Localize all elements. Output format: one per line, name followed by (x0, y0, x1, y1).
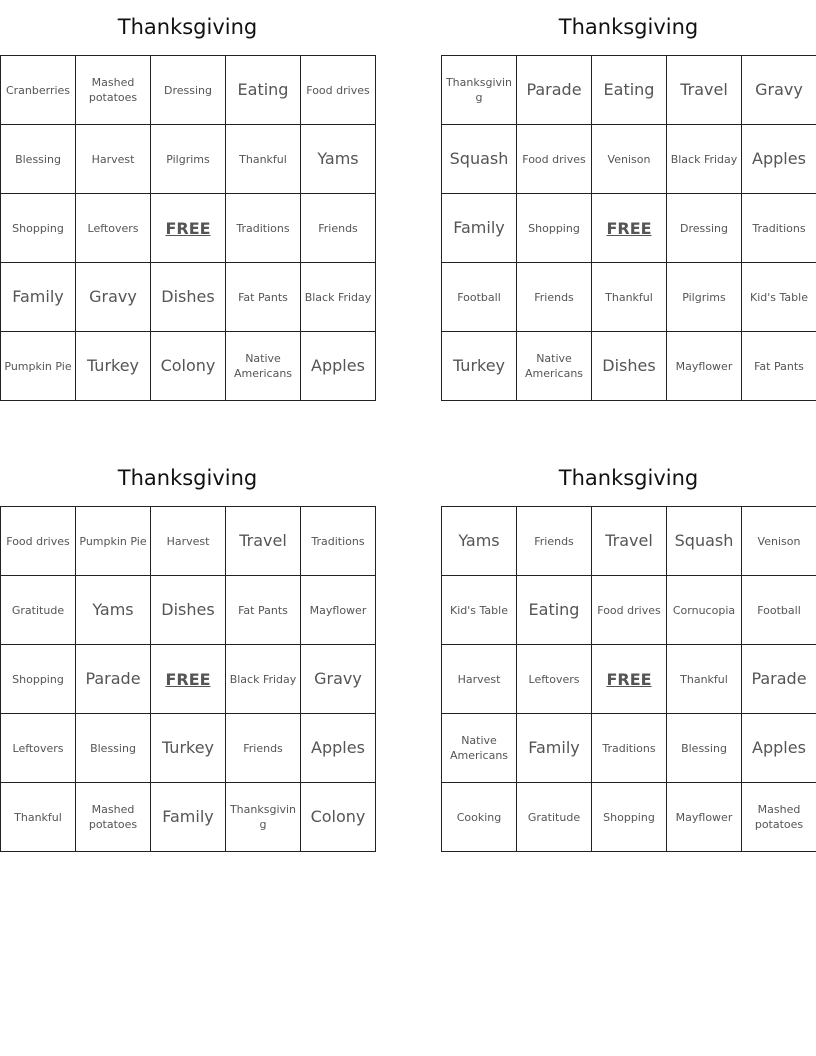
bingo-cell: Family (1, 263, 76, 332)
card-title: Thanksgiving (558, 466, 699, 490)
bingo-cell: Traditions (742, 194, 816, 263)
bingo-cell: Friends (301, 194, 376, 263)
bingo-cell: Cranberries (1, 56, 76, 125)
bingo-cell: Leftovers (1, 714, 76, 783)
bingo-cell: Shopping (1, 645, 76, 714)
bingo-cell: Gravy (742, 56, 816, 125)
grid-row (442, 194, 816, 263)
bingo-cell: Parade (517, 56, 592, 125)
bingo-cell: Thanksgiving (442, 56, 517, 125)
bingo-cell: Family (151, 783, 226, 852)
grid-row (1, 263, 376, 332)
bingo-cell: Traditions (301, 507, 376, 576)
grid-row (1, 507, 376, 576)
free-space: FREE (592, 194, 667, 263)
bingo-cell: Gratitude (1, 576, 76, 645)
bingo-cell: Mayflower (667, 783, 742, 852)
bingo-cell: Yams (301, 125, 376, 194)
bingo-card-1 (0, 0, 375, 401)
bingo-cell: Eating (226, 56, 301, 125)
bingo-cell: Parade (742, 645, 816, 714)
bingo-cell: Food drives (301, 56, 376, 125)
bingo-cell: Mashed potatoes (742, 783, 816, 852)
bingo-cell: Football (742, 576, 816, 645)
bingo-cell: Food drives (592, 576, 667, 645)
bingo-cell: Fat Pants (226, 576, 301, 645)
bingo-cell: Food drives (517, 125, 592, 194)
bingo-cell: Black Friday (301, 263, 376, 332)
bingo-cell: Leftovers (517, 645, 592, 714)
bingo-cell: Cornucopia (667, 576, 742, 645)
bingo-cell: Black Friday (667, 125, 742, 194)
bingo-cell: Kid's Table (442, 576, 517, 645)
bingo-cell: Traditions (226, 194, 301, 263)
bingo-cell: Fat Pants (226, 263, 301, 332)
bingo-cell: Apples (742, 714, 816, 783)
bingo-cell: Squash (442, 125, 517, 194)
bingo-cell: Black Friday (226, 645, 301, 714)
bingo-cell: Dressing (667, 194, 742, 263)
grid-row (1, 576, 376, 645)
bingo-cell: Yams (442, 507, 517, 576)
bingo-cell: Blessing (667, 714, 742, 783)
grid-row (442, 125, 816, 194)
bingo-cell: Shopping (1, 194, 76, 263)
bingo-cell: Thanksgiving (226, 783, 301, 852)
bingo-cell: Blessing (76, 714, 151, 783)
grid-row (1, 714, 376, 783)
bingo-cell: Mashed potatoes (76, 783, 151, 852)
bingo-cell: Mashed potatoes (76, 56, 151, 125)
bingo-cell: Turkey (151, 714, 226, 783)
grid-row (442, 263, 816, 332)
bingo-cell: Gravy (76, 263, 151, 332)
bingo-cell: Parade (76, 645, 151, 714)
bingo-cell: Friends (226, 714, 301, 783)
grid-row (1, 783, 376, 852)
bingo-cell: Native Americans (442, 714, 517, 783)
bingo-cell: Harvest (442, 645, 517, 714)
free-space: FREE (151, 645, 226, 714)
bingo-cell: Dishes (151, 576, 226, 645)
bingo-cell: Eating (592, 56, 667, 125)
bingo-cell: Turkey (76, 332, 151, 401)
bingo-cell: Cooking (442, 783, 517, 852)
bingo-cell: Shopping (517, 194, 592, 263)
bingo-cell: Travel (667, 56, 742, 125)
bingo-cell: Shopping (592, 783, 667, 852)
bingo-cell: Colony (301, 783, 376, 852)
bingo-cell: Turkey (442, 332, 517, 401)
bingo-cell: Family (517, 714, 592, 783)
bingo-cell: Harvest (151, 507, 226, 576)
bingo-cell: Native Americans (226, 332, 301, 401)
bingo-cell: Native Americans (517, 332, 592, 401)
bingo-card-3 (0, 451, 375, 852)
bingo-cell: Eating (517, 576, 592, 645)
grid-row (442, 507, 816, 576)
grid-row (442, 332, 816, 401)
bingo-cell: Yams (76, 576, 151, 645)
bingo-grid (0, 506, 376, 852)
bingo-grid (441, 506, 816, 852)
bingo-cell: Apples (301, 714, 376, 783)
bingo-cell: Dishes (151, 263, 226, 332)
bingo-cell: Fat Pants (742, 332, 816, 401)
grid-row (442, 714, 816, 783)
bingo-cell: Family (442, 194, 517, 263)
bingo-cell: Pumpkin Pie (76, 507, 151, 576)
bingo-cell: Leftovers (76, 194, 151, 263)
bingo-cell: Friends (517, 507, 592, 576)
grid-row (1, 56, 376, 125)
grid-row (1, 645, 376, 714)
card-title: Thanksgiving (117, 466, 258, 490)
bingo-cell: Gratitude (517, 783, 592, 852)
bingo-cell: Venison (742, 507, 816, 576)
bingo-cell: Apples (742, 125, 816, 194)
bingo-cell: Travel (226, 507, 301, 576)
bingo-cell: Blessing (1, 125, 76, 194)
bingo-cell: Traditions (592, 714, 667, 783)
bingo-cell: Venison (592, 125, 667, 194)
bingo-cell: Thankful (667, 645, 742, 714)
grid-row (1, 194, 376, 263)
grid-row (442, 576, 816, 645)
bingo-cell: Pilgrims (667, 263, 742, 332)
bingo-cell: Thankful (592, 263, 667, 332)
card-title: Thanksgiving (117, 15, 258, 39)
grid-row (1, 125, 376, 194)
bingo-card-2 (441, 0, 816, 401)
bingo-cell: Pumpkin Pie (1, 332, 76, 401)
grid-row (442, 56, 816, 125)
bingo-cell: Dishes (592, 332, 667, 401)
grid-row (442, 783, 816, 852)
grid-row (1, 332, 376, 401)
grid-row (442, 645, 816, 714)
bingo-cell: Mayflower (301, 576, 376, 645)
bingo-cell: Food drives (1, 507, 76, 576)
bingo-cell: Harvest (76, 125, 151, 194)
bingo-cell: Travel (592, 507, 667, 576)
bingo-cell: Mayflower (667, 332, 742, 401)
bingo-cell: Colony (151, 332, 226, 401)
bingo-cell: Kid's Table (742, 263, 816, 332)
bingo-cell: Thankful (1, 783, 76, 852)
free-space: FREE (151, 194, 226, 263)
bingo-cell: Squash (667, 507, 742, 576)
bingo-cell: Football (442, 263, 517, 332)
free-space: FREE (592, 645, 667, 714)
bingo-cell: Thankful (226, 125, 301, 194)
bingo-cell: Friends (517, 263, 592, 332)
bingo-cell: Dressing (151, 56, 226, 125)
card-title: Thanksgiving (558, 15, 699, 39)
bingo-grid (0, 55, 376, 401)
bingo-card-4 (441, 451, 816, 852)
bingo-cell: Pilgrims (151, 125, 226, 194)
bingo-cell: Apples (301, 332, 376, 401)
bingo-grid (441, 55, 816, 401)
bingo-cell: Gravy (301, 645, 376, 714)
